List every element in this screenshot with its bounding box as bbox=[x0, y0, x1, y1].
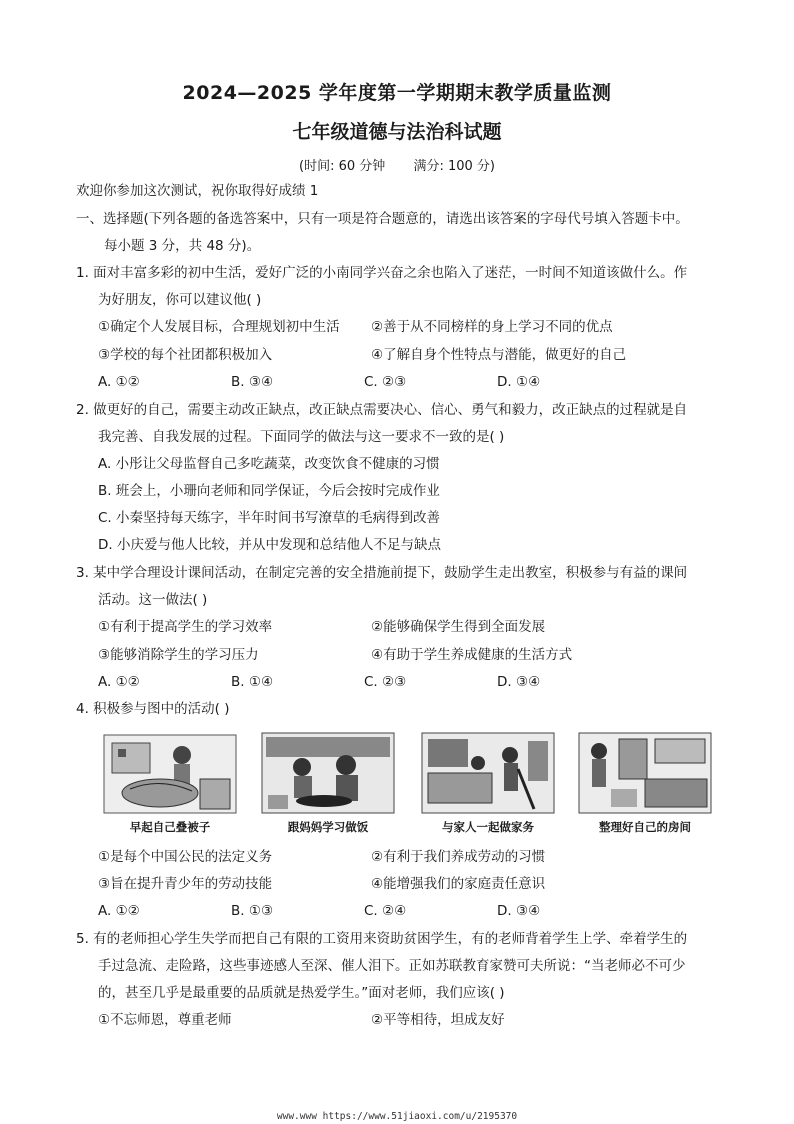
q4-statement-1: ①是每个中国公民的法定义务 bbox=[98, 849, 273, 865]
q3-statement-3: ③能够消除学生的学习压力 bbox=[98, 647, 259, 663]
q2-option-b[interactable]: B. 班会上，小珊向老师和同学保证，今后会按时完成作业 bbox=[98, 483, 440, 499]
q3-option-c[interactable]: C. ②③ bbox=[364, 674, 407, 690]
q1-options bbox=[98, 373, 630, 391]
q5-stem-cont-2: 的，甚至几乎是最重要的品质就是热爱学生。”面对老师，我们应该( ) bbox=[98, 985, 505, 1001]
cooking-image bbox=[258, 729, 398, 817]
q4-statement-3: ③旨在提升青少年的劳动技能 bbox=[98, 876, 273, 892]
q1-statement-4: ④了解自身个性特点与潜能，做更好的自己 bbox=[371, 347, 627, 363]
q2-option-a[interactable]: A. 小彤让父母监督自己多吃蔬菜，改变饮食不健康的习惯 bbox=[98, 456, 440, 472]
fold-quilt-image bbox=[100, 729, 240, 817]
q5-statement-2: ②平等相待，坦成友好 bbox=[371, 1012, 505, 1028]
q3-statement-1: ①有利于提高学生的学习效率 bbox=[98, 619, 273, 635]
q4-statement-2: ②有利于我们养成劳动的习惯 bbox=[371, 849, 546, 865]
q4-option-d[interactable]: D. ③④ bbox=[497, 903, 541, 919]
q4-option-a[interactable]: A. ①② bbox=[98, 903, 140, 919]
illustration-cooking bbox=[258, 729, 398, 835]
exam-title: 2024—2025 学年度第一学期期末教学质量监测 bbox=[182, 82, 612, 104]
q1-option-b[interactable]: B. ③④ bbox=[231, 374, 274, 390]
illustration-housework bbox=[418, 729, 558, 835]
q3-option-b[interactable]: B. ①④ bbox=[231, 674, 274, 690]
q5-statement-1: ①不忘师恩，尊重老师 bbox=[98, 1012, 232, 1028]
q1-option-c[interactable]: C. ②③ bbox=[364, 374, 407, 390]
illustration-tidy-room bbox=[575, 729, 715, 835]
caption-tidy-room: 整理好自己的房间 bbox=[599, 820, 691, 834]
q3-option-a[interactable]: A. ①② bbox=[98, 674, 140, 690]
section-instructions-cont: 每小题 3 分，共 48 分)。 bbox=[104, 238, 261, 254]
exam-score: 满分: 100 分) bbox=[413, 159, 495, 174]
housework-image bbox=[418, 729, 558, 817]
q3-options bbox=[98, 673, 630, 691]
q1-stem-cont: 为好朋友，你可以建议他( ) bbox=[98, 292, 262, 308]
q2-option-c[interactable]: C. 小秦坚持每天练字，半年时间书写潦草的毛病得到改善 bbox=[98, 510, 441, 526]
q2-option-d[interactable]: D. 小庆爱与他人比较，并从中发现和总结他人不足与缺点 bbox=[98, 537, 441, 553]
caption-housework: 与家人一起做家务 bbox=[442, 820, 534, 834]
section-instructions: 一、选择题(下列各题的备选答案中，只有一项是符合题意的，请选出该答案的字母代号填入答题卡中。 bbox=[76, 211, 689, 227]
illustration-fold-quilt bbox=[100, 729, 240, 835]
q1-option-d[interactable]: D. ①④ bbox=[497, 374, 541, 390]
footer-url[interactable]: www.www https://www.51jiaoxi.com/u/2195370 bbox=[276, 1111, 518, 1122]
q4-option-b[interactable]: B. ①③ bbox=[231, 903, 274, 919]
welcome-text: 欢迎你参加这次测试，祝你取得好成绩 1 bbox=[76, 183, 319, 199]
q4-statement-4: ④能增强我们的家庭责任意识 bbox=[371, 876, 546, 892]
q3-option-d[interactable]: D. ③④ bbox=[497, 674, 541, 690]
q1-statement-2: ②善于从不同榜样的身上学习不同的优点 bbox=[371, 319, 613, 335]
exam-time: (时间: 60 分钟 bbox=[299, 159, 386, 174]
q3-stem-cont: 活动。这一做法( ) bbox=[98, 592, 208, 608]
q4-option-c[interactable]: C. ②④ bbox=[364, 903, 407, 919]
q3-statement-4: ④有助于学生养成健康的生活方式 bbox=[371, 647, 573, 663]
exam-meta bbox=[0, 155, 794, 174]
caption-cooking: 跟妈妈学习做饭 bbox=[287, 820, 369, 834]
q5-stem-cont-1: 手过急流、走险路，这些事迹感人至深、催人泪下。正如苏联教育家赞可夫所说：“当老师必不可少 bbox=[98, 958, 686, 974]
exam-subtitle: 七年级道德与法治科试题 bbox=[292, 121, 502, 143]
q4-illustrations bbox=[100, 729, 715, 835]
q4-options bbox=[98, 902, 630, 920]
q4-stem: 4. 积极参与图中的活动( ) bbox=[76, 701, 230, 717]
q3-stem: 3. 某中学合理设计课间活动，在制定完善的安全措施前提下，鼓励学生走出教室，积极参与有益的课间 bbox=[76, 565, 688, 581]
q5-stem: 5. 有的老师担心学生失学而把自己有限的工资用来资助贫困学生，有的老师背着学生上学、牵着学生的 bbox=[76, 931, 688, 947]
q1-option-a[interactable]: A. ①② bbox=[98, 374, 140, 390]
q1-statement-3: ③学校的每个社团都积极加入 bbox=[98, 347, 273, 363]
q2-stem-cont: 我完善、自我发展的过程。下面同学的做法与这一要求不一致的是( ) bbox=[98, 429, 505, 445]
q3-statement-2: ②能够确保学生得到全面发展 bbox=[371, 619, 546, 635]
q1-stem: 1. 面对丰富多彩的初中生活，爱好广泛的小南同学兴奋之余也陷入了迷茫，一时间不知道该做什么。作 bbox=[76, 265, 688, 281]
tidy-room-image bbox=[575, 729, 715, 817]
q2-stem: 2. 做更好的自己，需要主动改正缺点，改正缺点需要决心、信心、勇气和毅力，改正缺点的过程就是自 bbox=[76, 402, 688, 418]
q1-statement-1: ①确定个人发展目标，合理规划初中生活 bbox=[98, 319, 340, 335]
caption-fold-quilt: 早起自己叠被子 bbox=[129, 820, 211, 834]
